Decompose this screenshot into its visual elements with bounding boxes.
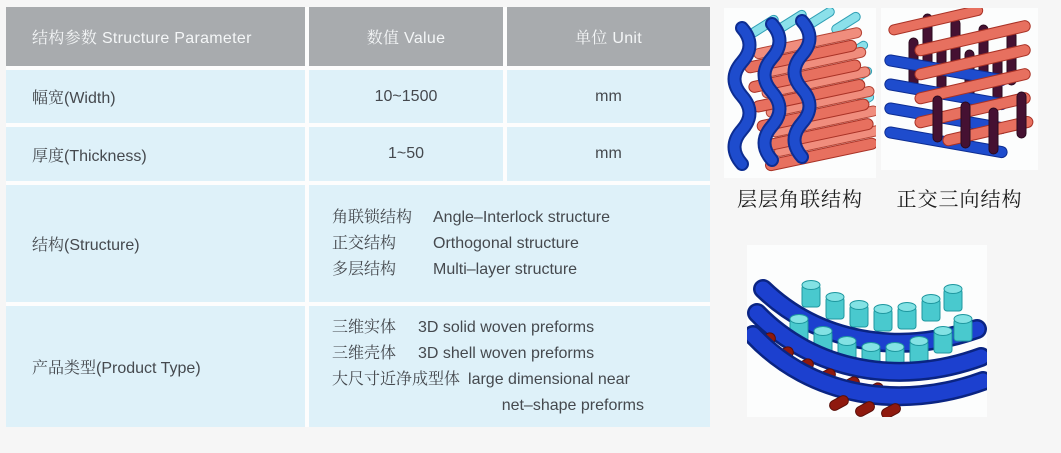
structure-line [332,205,700,231]
product-type-line [332,367,700,393]
structure-line-en: Angle–Interlock structure [433,208,610,226]
figure-angle-interlock [724,8,876,178]
row-width-unit: mm [507,70,710,123]
row-product-type-value [309,306,710,427]
header-unit: 单位 Unit [507,7,710,66]
structure-line-en: Multi–layer structure [433,260,578,278]
spec-table [6,7,710,427]
structure-line-zh: 多层结构 [332,260,397,278]
product-type-line [332,315,700,341]
figure-orthogonal [881,8,1038,170]
row-width-param: 幅宽(Width) [6,70,305,123]
row-thickness-param: 厚度(Thickness) [6,127,305,181]
structure-line [332,231,700,257]
structure-line [332,257,700,283]
product-type-line-zh: 三维壳体 [332,344,397,362]
row-thickness-unit: mm [507,127,710,181]
header-structure-parameter: 结构参数 Structure Parameter [6,7,305,66]
row-structure-param: 结构(Structure) [6,185,305,302]
product-type-line-en: net–shape preforms [501,396,644,414]
row-width-value: 10~1500 [309,70,503,123]
product-type-line-zh: 三维实体 [332,318,397,336]
product-type-line-en: large dimensional near [468,370,630,388]
product-type-line-continuation [332,393,700,419]
curved-preform-3d-icon [747,245,987,417]
row-structure-value [309,185,710,302]
structure-line-zh: 角联锁结构 [332,208,413,226]
figure-label-angle-interlock: 层层角联结构 [737,189,863,211]
product-type-line-zh: 大尺寸近净成型体 [332,370,461,388]
product-type-line [332,341,700,367]
structure-line-zh: 正交结构 [332,234,397,252]
row-thickness-value: 1~50 [309,127,503,181]
product-type-line-en: 3D solid woven preforms [418,318,595,336]
structure-line-en: Orthogonal structure [433,234,579,252]
angle-interlock-3d-icon [724,8,876,178]
figure-curved-preform [747,245,987,417]
header-value: 数值 Value [309,7,503,66]
orthogonal-3d-icon [881,8,1038,170]
figure-label-orthogonal: 正交三向结构 [896,189,1023,211]
product-type-line-en: 3D shell woven preforms [418,344,595,362]
row-product-type-param: 产品类型(Product Type) [6,306,305,427]
